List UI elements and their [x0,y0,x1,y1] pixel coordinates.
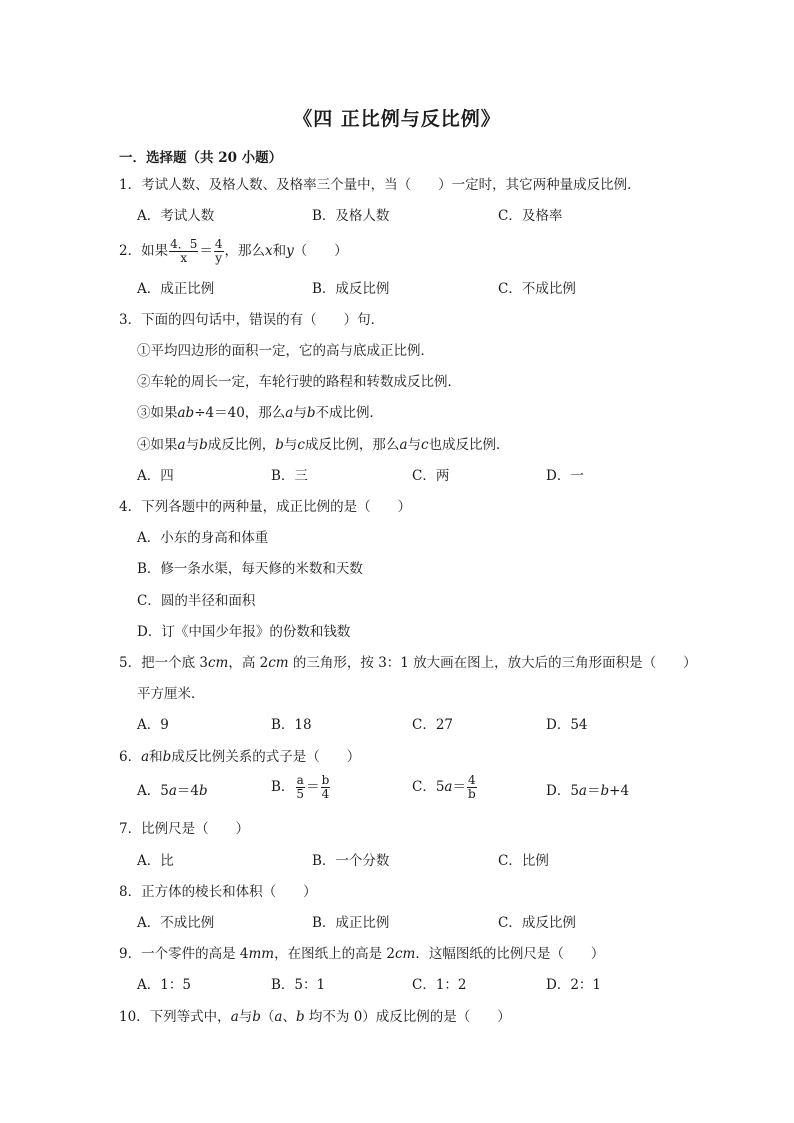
fraction-4-over-b: $\frac{4}{b}$ [467,773,476,801]
fraction-4-5-over-x: $\frac{4.5}{x}$ [170,237,198,265]
q1-option-a[interactable]: A．考试人数 [137,208,215,224]
question-7: 7．比例尺是（ ） [119,821,250,837]
q3-statement-1: ①平均四边形的面积一定，它的高与底成正比例． [137,343,434,359]
q9-option-a[interactable]: A．1：5 [137,977,191,993]
q7-option-a[interactable]: A．比 [137,853,174,869]
question-2: 2．如果 $\frac{4.5}{x}$ ＝ $\frac{4}{y}$ ，那么x和y（ ） [119,237,348,265]
q3-option-d[interactable]: D．一 [546,468,584,484]
q7-option-b[interactable]: B．一个分数 [312,853,390,869]
q8-option-c[interactable]: C．成反比例 [498,915,576,931]
fraction-a-over-5: $\frac{a}{5}$ [296,773,305,801]
q6-option-b[interactable]: B． $\frac{a}{5}$ ＝ $\frac{b}{4}$ [271,773,330,801]
q8-option-b[interactable]: B．成正比例 [312,915,390,931]
q4-option-a[interactable]: A．小东的身高和体重 [137,530,269,546]
q9-option-b[interactable]: B．5：1 [271,977,326,993]
question-9: 9．一个零件的高是 4mm，在图纸上的高是 2cm．这幅图纸的比例尺是（ ） [119,946,605,962]
fraction-4-over-y: $\frac{4}{y}$ [214,237,223,265]
q3-option-b[interactable]: B．三 [271,468,308,484]
q3-option-a[interactable]: A．四 [137,468,174,484]
q6-option-d[interactable]: D．5a＝b+4 [546,783,630,799]
q5-option-c[interactable]: C．27 [412,717,454,733]
q4-option-b[interactable]: B．修一条水渠，每天修的米数和天数 [137,561,363,577]
q3-statement-2: ②车轮的周长一定，车轮行驶的路程和转数成反比例． [137,374,461,390]
q6-option-c[interactable]: C．5a＝ $\frac{4}{b}$ [412,773,476,801]
page-title: 《四 正比例与反比例》 [293,108,501,130]
q3-option-c[interactable]: C．两 [412,468,450,484]
fraction-b-over-4: $\frac{b}{4}$ [321,773,330,801]
q2-option-a[interactable]: A．成正比例 [137,281,215,297]
q8-option-a[interactable]: A．不成比例 [137,915,215,931]
question-10: 10．下列等式中，a与b（a、b 均不为 0）成反比例的是（ ） [119,1009,511,1025]
question-3: 3．下面的四句话中，错误的有（ ）句． [119,312,385,328]
q4-option-c[interactable]: C．圆的半径和面积 [137,593,256,609]
q5-option-d[interactable]: D．54 [546,717,588,733]
q9-option-c[interactable]: C．1：2 [412,977,467,993]
q6-option-a[interactable]: A．5a＝4b [137,783,208,799]
question-1: 1．考试人数、及格人数、及格率三个量中，当（ ）一定时，其它两种量成反比例． [119,177,641,193]
question-8: 8．正方体的棱长和体积（ ） [119,884,317,900]
q1-option-b[interactable]: B．及格人数 [312,208,390,224]
q2-option-b[interactable]: B．成反比例 [312,281,390,297]
q2-option-c[interactable]: C．不成比例 [498,281,576,297]
q5-option-b[interactable]: B．18 [271,717,312,733]
q5-option-a[interactable]: A．9 [137,717,169,733]
question-5-continued: 平方厘米． [137,686,205,702]
q7-option-c[interactable]: C．比例 [498,853,549,869]
question-4: 4．下列各题中的两种量，成正比例的是（ ） [119,499,412,515]
question-6: 6．a和b成反比例关系的式子是（ ） [119,749,361,765]
question-5: 5．把一个底 3cm，高 2cm 的三角形，按 3：1 放大画在图上，放大后的三角形面积是（ ） [119,655,697,671]
q4-option-d[interactable]: D．订《中国少年报》的份数和钱数 [137,624,351,640]
q9-option-d[interactable]: D．2：1 [546,977,602,993]
q1-option-c[interactable]: C．及格率 [498,208,563,224]
q3-statement-4: ④如果a与b成反比例，b与c成反比例，那么a与c也成反比例． [137,437,510,453]
section-heading: 一．选择题（共 20 小题） [119,150,283,166]
q3-statement-3: ③如果ab÷4＝40，那么a与b不成比例． [137,405,384,421]
